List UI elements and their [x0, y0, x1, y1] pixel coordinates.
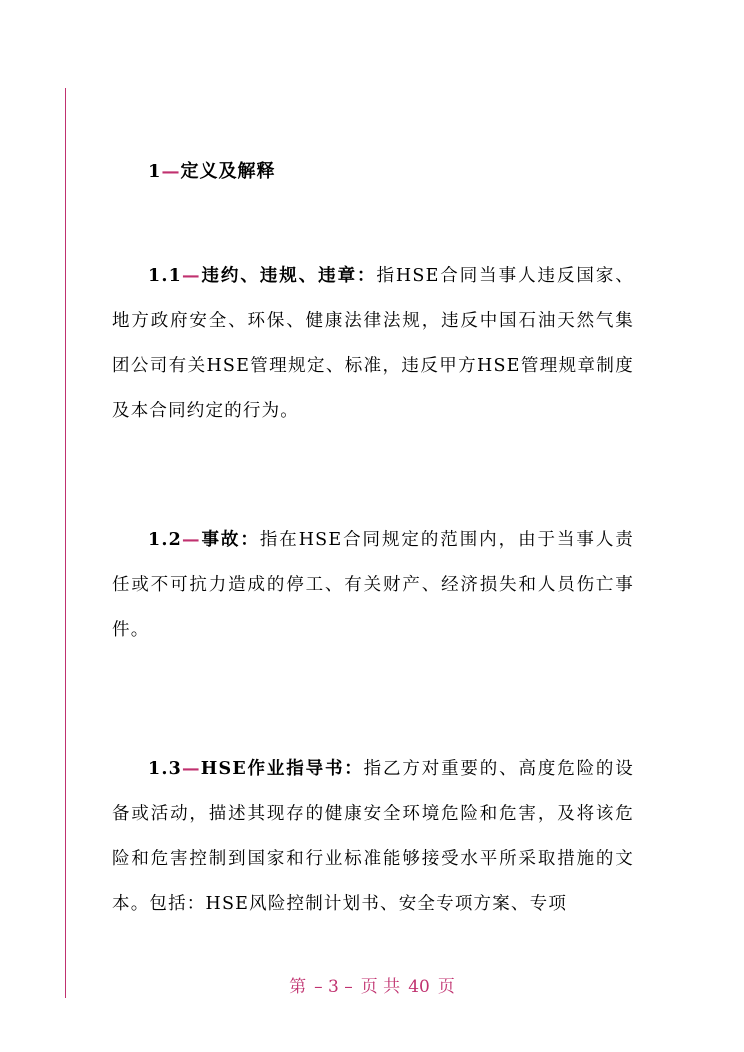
clause-text: 指HSE合同当事人违反国家、地方政府安全、环保、健康法律法规，违反中国石油天然气集团公司有关HSE管理规定、标准，违反甲方HSE管理规章制度及本合同约定的行为。	[112, 266, 634, 421]
heading-dash: —	[161, 161, 181, 182]
definition-paragraph-1-3	[112, 747, 634, 927]
clause-number: 1.1	[148, 266, 183, 286]
clause-dash: —	[182, 266, 201, 286]
page-footer	[0, 972, 744, 997]
clause-term: 违约、违规、违章：	[200, 266, 377, 286]
footer-mid: 页 共	[360, 977, 401, 997]
definition-paragraph-1-1	[112, 254, 634, 434]
footer-total-pages: 40	[408, 977, 430, 997]
clause-text: 指在HSE合同规定的范围内，由于当事人责任或不可抗力造成的停工、有关财产、经济损失和人员伤亡事件。	[112, 530, 634, 640]
clause-dash: —	[182, 530, 201, 550]
footer-suffix: 页	[437, 977, 455, 997]
heading-title: 定义及解释	[180, 161, 276, 182]
clause-number: 1.3	[148, 759, 183, 779]
page-margin-line	[65, 88, 66, 998]
clause-number: 1.2	[148, 530, 183, 550]
clause-text: 指乙方对重要的、高度危险的设备或活动，描述其现存的健康安全环境危险和危害，及将该危险和危害控制到国家和行业标准能够接受水平所采取措施的文本。包括：HSE风险控制计划书、安全专项方案、专项	[112, 759, 634, 914]
definition-paragraph-1-2	[112, 518, 634, 653]
footer-prefix: 第	[289, 977, 307, 997]
footer-current-page: – 3 –	[314, 977, 353, 997]
clause-dash: —	[182, 759, 201, 779]
clause-term: 事故：	[200, 530, 260, 550]
clause-term: HSE作业指导书：	[200, 759, 364, 779]
heading-number: 1	[148, 161, 162, 182]
section-heading	[148, 157, 276, 183]
